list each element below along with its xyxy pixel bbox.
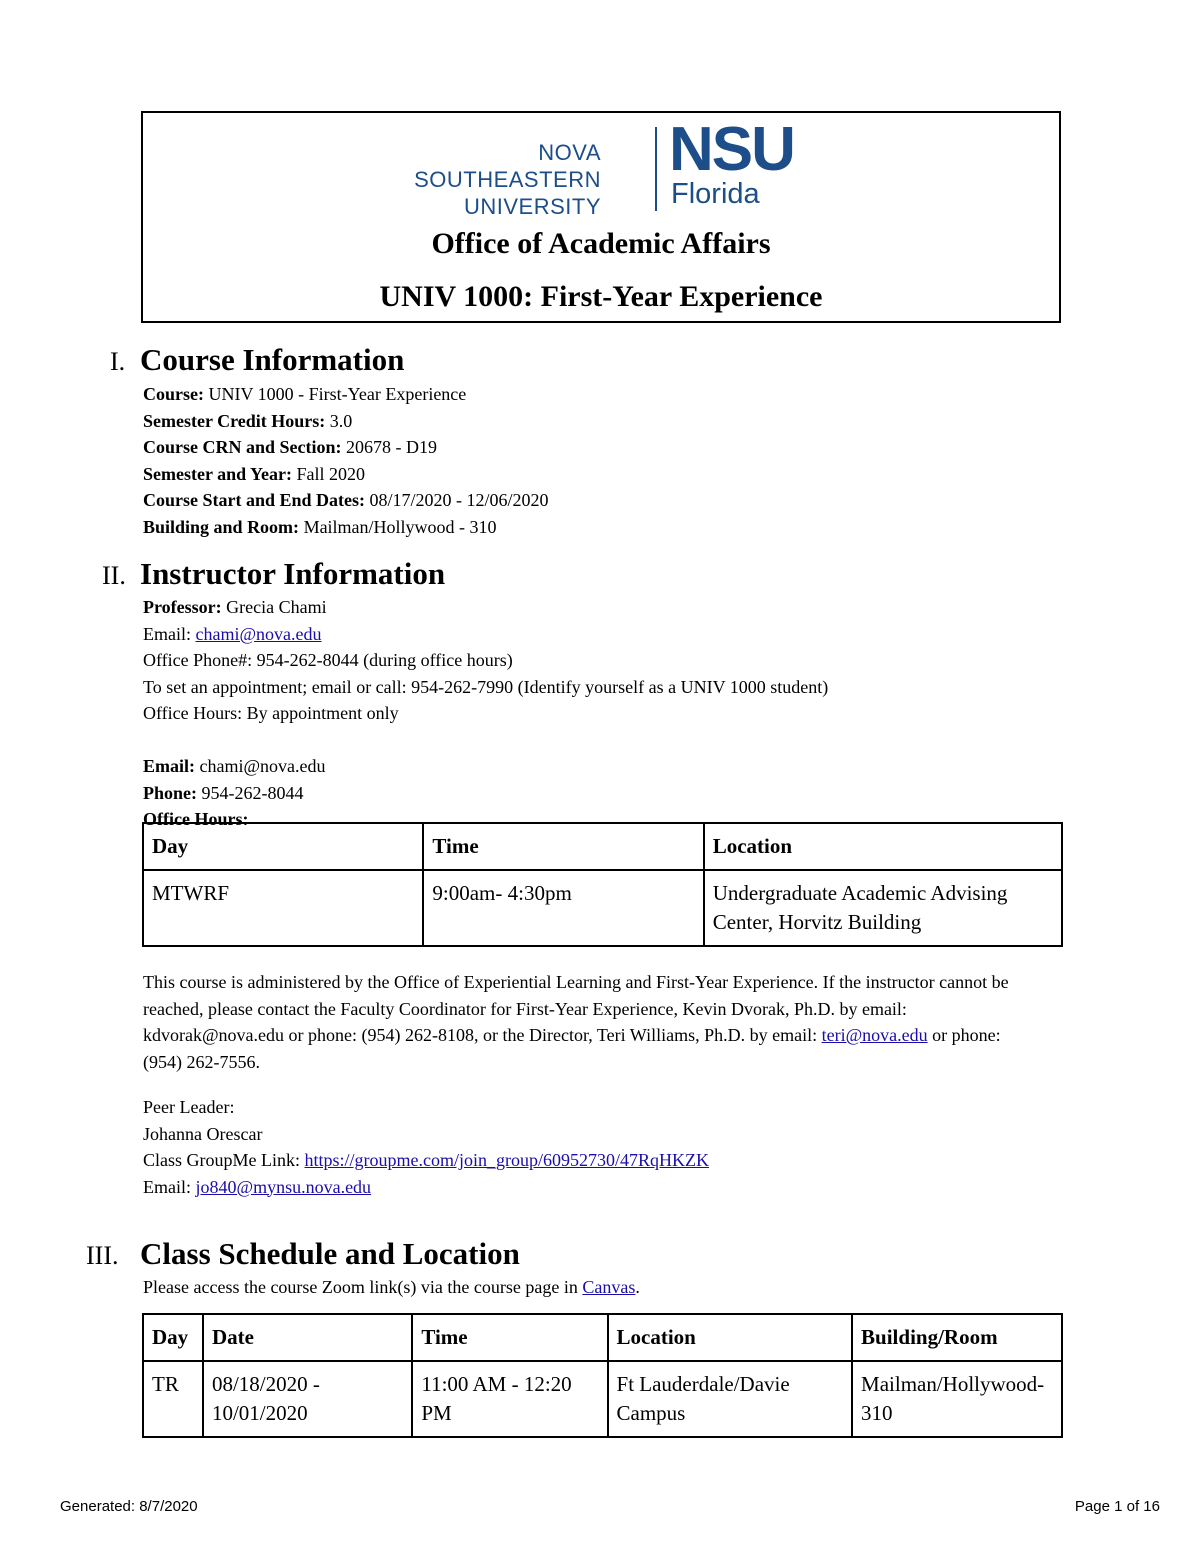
cell-date: 08/18/2020 - 10/01/2020 xyxy=(203,1361,412,1437)
email2-line: Email: chami@nova.edu xyxy=(143,756,326,776)
peer-email-line: Email: jo840@mynsu.nova.edu xyxy=(143,1176,372,1197)
office-hours-label: Office Hours: xyxy=(143,809,249,829)
table-header-row xyxy=(143,823,1062,870)
cell-time: 11:00 AM - 12:20 PM xyxy=(412,1361,607,1437)
header-building-room: Building/Room xyxy=(852,1314,1062,1361)
header-location: Location xyxy=(608,1314,853,1361)
footer-page-number: Page 1 of 16 xyxy=(1074,1498,1160,1515)
section-1-heading xyxy=(110,342,404,380)
footer-generated: Generated: 8/7/2020 xyxy=(60,1498,198,1515)
section-1-number: I. xyxy=(110,347,126,376)
logo-abbr: NSU xyxy=(669,115,794,184)
cell-day: TR xyxy=(143,1361,203,1437)
peer-leader-block xyxy=(143,1094,709,1200)
peer-email-link[interactable]: jo840@mynsu.nova.edu xyxy=(195,1176,372,1197)
office-phone-line: Office Phone#: 954-262-8044 (during office hours) xyxy=(143,650,513,670)
logo-state: Florida xyxy=(671,178,760,210)
table-row xyxy=(143,870,1062,946)
header-time: Time xyxy=(412,1314,607,1361)
peer-leader-label: Peer Leader: xyxy=(143,1097,235,1117)
cell-day: MTWRF xyxy=(143,870,423,946)
header-time: Time xyxy=(423,823,703,870)
office-title: Office of Academic Affairs xyxy=(431,227,771,260)
nsu-logo xyxy=(379,115,829,219)
cell-time: 9:00am- 4:30pm xyxy=(423,870,703,946)
section-2-number: II. xyxy=(102,561,126,590)
logo-line-1: NOVA SOUTHEASTERN xyxy=(414,140,601,192)
header-date: Date xyxy=(203,1314,412,1361)
cell-location: Ft Lauderdale/Davie Campus xyxy=(608,1361,853,1437)
section-2-title: Instructor Information xyxy=(140,556,446,591)
field-semester-year: Semester and Year: Fall 2020 xyxy=(143,463,365,484)
header-day: Day xyxy=(143,1314,203,1361)
groupme-line: Class GroupMe Link: https://groupme.com/join_group/60952730/47RqHKZK xyxy=(143,1150,709,1170)
header-day: Day xyxy=(143,823,423,870)
cell-building-room: Mailman/Hollywood-310 xyxy=(852,1361,1062,1437)
header-box xyxy=(141,111,1061,323)
professor-email-link[interactable]: chami@nova.edu xyxy=(195,623,322,644)
schedule-intro: Please access the course Zoom link(s) via the course page in Canvas. xyxy=(143,1277,640,1297)
table-header-row xyxy=(143,1314,1062,1361)
field-course: Course: UNIV 1000 - First-Year Experience xyxy=(143,384,467,404)
class-schedule-table xyxy=(142,1313,1063,1438)
section-3-title: Class Schedule and Location xyxy=(140,1236,520,1271)
appointment-line: To set an appointment; email or call: 954-262-7990 (Identify yourself as a UNIV 1000 student) xyxy=(143,676,829,697)
field-credit-hours: Semester Credit Hours: 3.0 xyxy=(143,410,353,431)
section-3-number: III. xyxy=(86,1241,119,1270)
section-1-title: Course Information xyxy=(140,342,405,377)
professor-line: Professor: Grecia Chami xyxy=(143,597,327,617)
email-line: Email: chami@nova.edu xyxy=(143,623,322,644)
field-start-end-dates: Course Start and End Dates: 08/17/2020 - 12/06/2020 xyxy=(143,490,549,510)
office-hours-table xyxy=(142,822,1063,947)
course-title: UNIV 1000: First-Year Experience xyxy=(379,280,823,313)
office-hours-line: Office Hours: By appointment only xyxy=(143,703,399,723)
table-row xyxy=(143,1361,1062,1437)
logo-divider xyxy=(655,127,657,211)
director-email-link[interactable]: teri@nova.edu xyxy=(821,1025,928,1045)
groupme-link[interactable]: https://groupme.com/join_group/60952730/47RqHKZK xyxy=(304,1150,709,1170)
canvas-link[interactable]: Canvas xyxy=(582,1277,636,1297)
administration-paragraph: This course is administered by the Office of Experiential Learning and First-Year Experience. If the instructor cannot be reached, please contact the Faculty Coordinator for First-Year Experience, Kevin Dvorak, Ph.D. by email: kdvorak@nova.edu or phone: (954) 262-8108, or the Director, Teri Williams, Ph.D. by email: teri@nova.edu or phone: (954) 262-7556. xyxy=(143,972,1009,1072)
field-building-room: Building and Room: Mailman/Hollywood - 310 xyxy=(143,516,497,537)
peer-leader-name: Johanna Orescar xyxy=(143,1123,263,1144)
section-3-heading xyxy=(86,1236,520,1274)
field-crn-section: Course CRN and Section: 20678 - D19 xyxy=(143,437,438,457)
header-location: Location xyxy=(704,823,1062,870)
phone2-line: Phone: 954-262-8044 xyxy=(143,782,304,803)
section-2-heading xyxy=(102,556,445,594)
instructor-block xyxy=(143,594,828,833)
logo-line-2: UNIVERSITY xyxy=(463,194,601,219)
course-info-block xyxy=(143,381,549,540)
cell-location: Undergraduate Academic Advising Center, Horvitz Building xyxy=(704,870,1062,946)
